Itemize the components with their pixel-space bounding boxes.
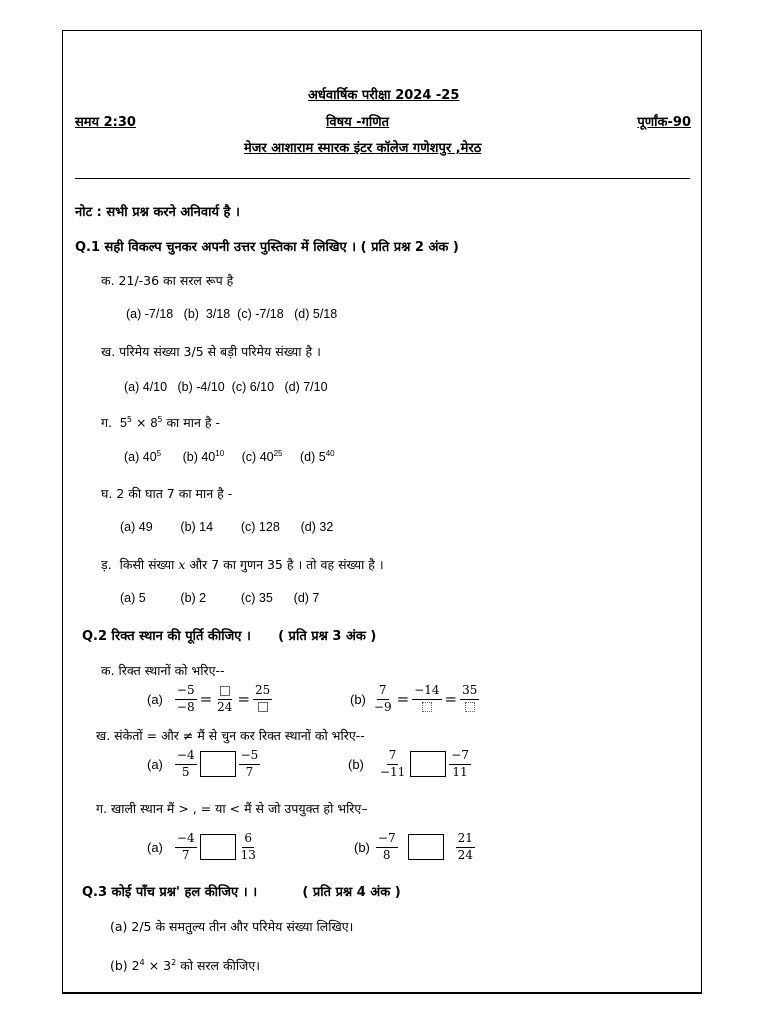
q3-b-text: (b) $2^4 \times 3^2$ को सरल कीजिए। (110, 957, 260, 973)
exam-time: समय 2:30 (75, 115, 136, 130)
exam-title: अर्धवार्षिक परीक्षा 2024 -25 (308, 88, 460, 103)
q1-a-text: क. 21/-36 का सरल रूप है (101, 273, 234, 288)
q2-c-part-b: (b) $\frac{-7}{8}$ $\frac{21}{24}$ (354, 831, 473, 862)
blank-box[interactable] (220, 686, 230, 696)
q1-e-text: ड़. किसी संख्या x और 7 का गुणन 35 है । तो वह संख्या है । (101, 557, 384, 572)
q1-d-options: (a) 49 (b) 14 (c) 128 (d) 32 (120, 520, 334, 534)
q2-c-part-a: (a) $\frac{-4}{7}$ $\frac{6}{13}$ (147, 831, 256, 862)
q3-a-text: (a) 2/5 के समतुल्य तीन और परिमेय संख्या लिखिए। (110, 919, 354, 934)
q2-a-part-a: (a) $\frac{-5}{-8}$ = 24 = 25 (147, 683, 271, 714)
q2-a-part-b: (b) $\frac{7}{-9}$ = −14 = 35 (350, 683, 478, 714)
q2-b-part-a: (a) $\frac{-4}{5}$ $\frac{-5}{7}$ (147, 748, 259, 779)
answer-box[interactable] (200, 834, 236, 860)
q1-e-options: (a) 5 (b) 2 (c) 35 (d) 7 (120, 591, 320, 605)
instruction-note: नोट : सभी प्रश्न करने अनिवार्य है । (75, 205, 240, 220)
answer-box[interactable] (410, 751, 446, 777)
q1-c-option-d: (d) $5^{40}$ (299, 448, 335, 464)
q1-heading: Q.1 सही विकल्प चुनकर अपनी उत्तर पुस्तिका में लिखिए । ( प्रति प्रश्न 2 अंक ) (75, 240, 459, 255)
q1-d-text: घ. 2 की घात 7 का मान है - (101, 486, 233, 501)
q1-a-options: (a) -7/18 (b) 3/18 (c) -7/18 (d) 5/18 (126, 307, 338, 321)
header-divider (75, 178, 690, 179)
q2-heading: Q.2 रिक्त स्थान की पूर्ति कीजिए । ( प्रति प्रश्न 3 अंक ) (82, 629, 377, 644)
q1-b-text: ख. परिमेय संख्या 3/5 से बड़ी परिमेय संख्या है । (101, 344, 321, 359)
q1-c-option-a: (a) $40^5$ (124, 448, 162, 464)
blank-box[interactable] (465, 702, 475, 712)
q1-b-options: (a) 4/10 (b) -4/10 (c) 6/10 (d) 7/10 (124, 380, 328, 394)
answer-box[interactable] (408, 834, 444, 860)
blank-box[interactable] (422, 702, 432, 712)
q1-c-option-b: (b) $40^{10}$ (182, 448, 225, 464)
blank-box[interactable] (258, 702, 268, 712)
q2-b-part-b: (b) $\frac{7}{-11}$ $\frac{-7}{11}$ (348, 748, 469, 779)
q2-a-text: क. रिक्त स्थानों को भरिए-- (101, 663, 225, 678)
q3-heading: Q.3 कोई पाँच प्रश्न' हल कीजिए । । ( प्रति प्रश्न 4 अंक ) (82, 885, 401, 900)
answer-box[interactable] (200, 751, 236, 777)
q1-c-options (124, 450, 335, 464)
q1-c-text: ग. $5^5 \times 8^5$ का मान है - (101, 414, 221, 430)
q1-c-option-c: (c) $40^{25}$ (241, 448, 283, 464)
q2-b-text: ख. संकेतों = और ≠ मैं से चुन कर रिक्त स्थानों को भरिए-- (96, 728, 365, 743)
exam-subject: विषय -गणित (326, 115, 390, 130)
exam-max-marks: पूर्णांक-90 (637, 115, 691, 130)
school-name: मेजर आशाराम स्मारक इंटर कॉलेज गणेशपुर ,मेरठ (244, 141, 482, 156)
q2-c-text: ग. खाली स्थान मैं > , = या < मैं से जो उपयुक्त हो भरिए– (96, 801, 368, 816)
